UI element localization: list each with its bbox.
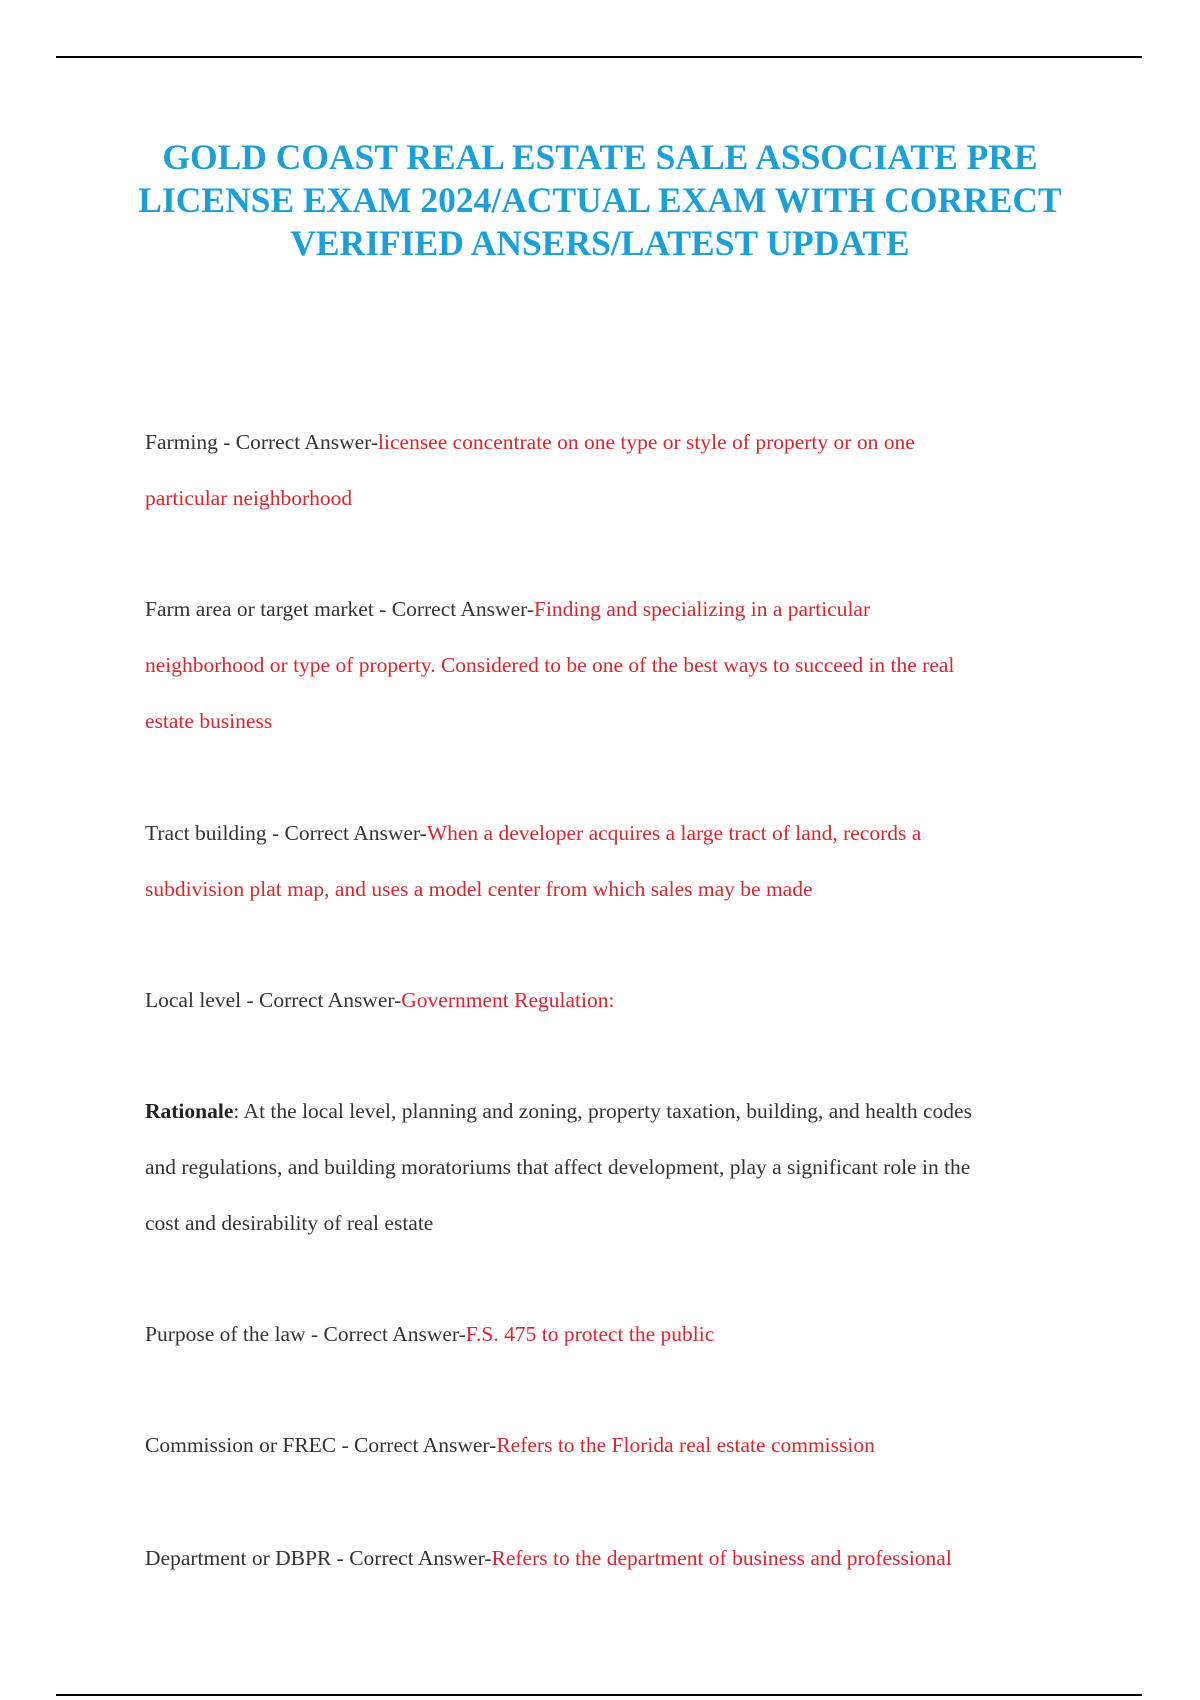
term-label: Farm area or target market - Correct Answer- (145, 597, 534, 621)
answer-text: neighborhood or type of property. Considered to be one of the best ways to succeed in the real (145, 653, 955, 677)
rationale-block (145, 1083, 1085, 1251)
qa-item-department-dbpr (145, 1530, 1085, 1586)
answer-text: Government Regulation: (401, 988, 615, 1012)
qa-item-farm-area (145, 581, 1085, 749)
term-label: Commission or FREC - Correct Answer- (145, 1433, 497, 1457)
answer-text: Finding and specializing in a particular (534, 597, 871, 621)
answer-text: When a developer acquires a large tract of land, records a (426, 821, 922, 845)
term-label: Purpose of the law - Correct Answer- (145, 1322, 466, 1346)
qa-item-farming (145, 414, 1085, 526)
term-label: Farming - Correct Answer- (145, 430, 379, 454)
answer-text: subdivision plat map, and uses a model center from which sales may be made (145, 877, 813, 901)
title-line-1: GOLD COAST REAL ESTATE SALE ASSOCIATE PRE (162, 137, 1038, 177)
qa-item-purpose-of-law (145, 1306, 1085, 1362)
term-label: Department or DBPR - Correct Answer- (145, 1546, 492, 1570)
term-label: Tract building - Correct Answer- (145, 821, 427, 845)
document-title (120, 136, 1080, 265)
qa-item-tract-building (145, 805, 1085, 917)
title-line-3: VERIFIED ANSERS/LATEST UPDATE (290, 223, 910, 263)
rationale-text: : At the local level, planning and zoning, property taxation, building, and health codes (233, 1099, 972, 1123)
answer-text: licensee concentrate on one type or style of property or on one (378, 430, 915, 454)
term-label: Local level - Correct Answer- (145, 988, 402, 1012)
qa-item-local-level (145, 972, 1085, 1028)
answer-text: particular neighborhood (145, 486, 353, 510)
title-line-2: LICENSE EXAM 2024/ACTUAL EXAM WITH CORRECT (138, 180, 1062, 220)
answer-text: F.S. 475 to protect the public (465, 1322, 715, 1346)
rationale-label: Rationale (145, 1099, 234, 1123)
answer-text: Refers to the department of business and professional (491, 1546, 952, 1570)
top-divider (56, 56, 1142, 58)
rationale-text: and regulations, and building moratoriums that affect development, play a significant role in the (145, 1155, 971, 1179)
answer-text: estate business (145, 709, 273, 733)
bottom-divider (56, 1694, 1142, 1696)
rationale-text: cost and desirability of real estate (145, 1211, 434, 1235)
answer-text: Refers to the Florida real estate commission (496, 1433, 875, 1457)
qa-item-commission-frec (145, 1417, 1085, 1473)
